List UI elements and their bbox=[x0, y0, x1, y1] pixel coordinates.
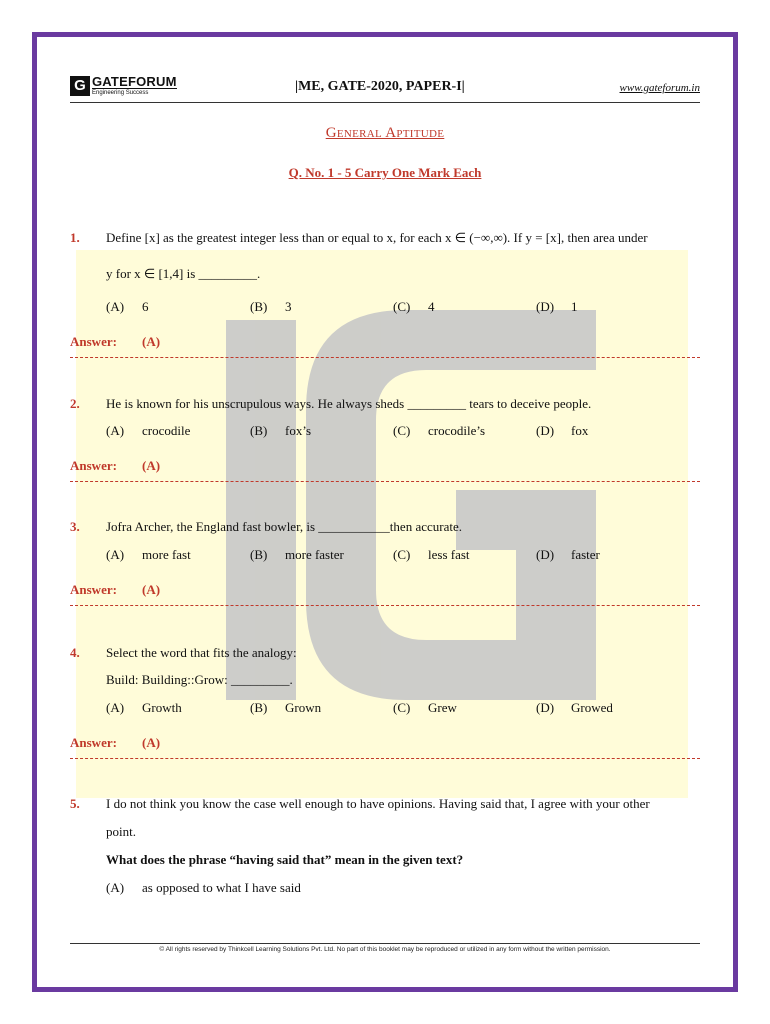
answer-label: Answer: bbox=[70, 582, 117, 597]
option-label: (A) bbox=[106, 700, 125, 715]
option-label: (D) bbox=[536, 700, 555, 715]
answer-value: (A) bbox=[142, 582, 161, 597]
question-prompt: What does the phrase “having said that” mean in the given text? bbox=[106, 852, 464, 867]
option-text: fox’s bbox=[285, 423, 311, 438]
option-label: (B) bbox=[250, 299, 268, 314]
question-text: Define [x] as the greatest integer less than or equal to x, for each x ∈ (−∞,∞). If y = [x], then area under bbox=[106, 230, 648, 245]
question-divider bbox=[70, 357, 700, 358]
option-label: (C) bbox=[393, 700, 411, 715]
paper-title: |ME, GATE-2020, PAPER-I| bbox=[295, 79, 465, 94]
page-header bbox=[70, 75, 700, 105]
answer-label: Answer: bbox=[70, 334, 117, 349]
option-text: as opposed to what I have said bbox=[142, 880, 301, 895]
option-text: less fast bbox=[428, 547, 470, 562]
question-divider bbox=[70, 605, 700, 606]
option-text: 3 bbox=[285, 299, 292, 314]
answer-value: (A) bbox=[142, 735, 161, 750]
answer-value: (A) bbox=[142, 334, 161, 349]
section-subtitle: Q. No. 1 - 5 Carry One Mark Each bbox=[288, 165, 482, 180]
option-label: (C) bbox=[393, 423, 411, 438]
option-label: (B) bbox=[250, 423, 268, 438]
answer-label: Answer: bbox=[70, 735, 117, 750]
question-text: Select the word that fits the analogy: bbox=[106, 645, 297, 660]
gateforum-logo bbox=[70, 75, 177, 96]
option-label: (A) bbox=[106, 299, 125, 314]
answer-value: (A) bbox=[142, 458, 161, 473]
option-text: Growth bbox=[142, 700, 182, 715]
question-text: Jofra Archer, the England fast bowler, is ___________then accurate. bbox=[106, 519, 462, 534]
option-label: (D) bbox=[536, 547, 555, 562]
logo-tagline: Engineering Success bbox=[92, 88, 177, 96]
option-text: fox bbox=[571, 423, 589, 438]
question-number: 5. bbox=[70, 796, 80, 811]
option-text: Growed bbox=[571, 700, 613, 715]
option-text: 4 bbox=[428, 299, 435, 314]
question-divider bbox=[70, 481, 700, 482]
question-number: 2. bbox=[70, 396, 80, 411]
option-text: 1 bbox=[571, 299, 578, 314]
answer-label: Answer: bbox=[70, 458, 117, 473]
copyright-footer: © All rights reserved by Thinkcell Learning Solutions Pvt. Ltd. No part of this booklet may be reproduced or utilized in any form without the written permission. bbox=[159, 946, 611, 953]
question-text: I do not think you know the case well enough to have opinions. Having said that, I agree with your other bbox=[106, 796, 650, 811]
logo-name: GATEFORUM bbox=[92, 74, 177, 89]
option-label: (B) bbox=[250, 700, 268, 715]
option-text: crocodile bbox=[142, 423, 191, 438]
question-number: 3. bbox=[70, 519, 80, 534]
option-text: Grown bbox=[285, 700, 322, 715]
footer-divider bbox=[70, 943, 700, 944]
option-text: crocodile’s bbox=[428, 423, 486, 438]
question-text: y for x ∈ [1,4] is _________. bbox=[106, 266, 261, 281]
question-number: 1. bbox=[70, 230, 80, 245]
option-label: (A) bbox=[106, 423, 125, 438]
option-text: 6 bbox=[142, 299, 149, 314]
option-label: (D) bbox=[536, 423, 555, 438]
option-label: (A) bbox=[106, 880, 125, 895]
section-title: General Aptitude bbox=[325, 125, 445, 141]
option-label: (C) bbox=[393, 547, 411, 562]
option-label: (C) bbox=[393, 299, 411, 314]
option-text: faster bbox=[571, 547, 600, 562]
option-label: (D) bbox=[536, 299, 555, 314]
logo-mark: G bbox=[70, 76, 90, 96]
question-number: 4. bbox=[70, 645, 80, 660]
option-label: (A) bbox=[106, 547, 125, 562]
question-text: He is known for his unscrupulous ways. He always sheds _________ tears to deceive people. bbox=[106, 396, 592, 411]
option-text: more fast bbox=[142, 547, 191, 562]
option-text: Grew bbox=[428, 700, 457, 715]
option-text: more faster bbox=[285, 547, 344, 562]
question-text: point. bbox=[106, 824, 136, 839]
question-text: Build: Building::Grow: _________. bbox=[106, 672, 293, 687]
option-label: (B) bbox=[250, 547, 268, 562]
website-link[interactable]: www.gateforum.in bbox=[619, 82, 700, 94]
header-divider bbox=[70, 102, 700, 103]
question-divider bbox=[70, 758, 700, 759]
